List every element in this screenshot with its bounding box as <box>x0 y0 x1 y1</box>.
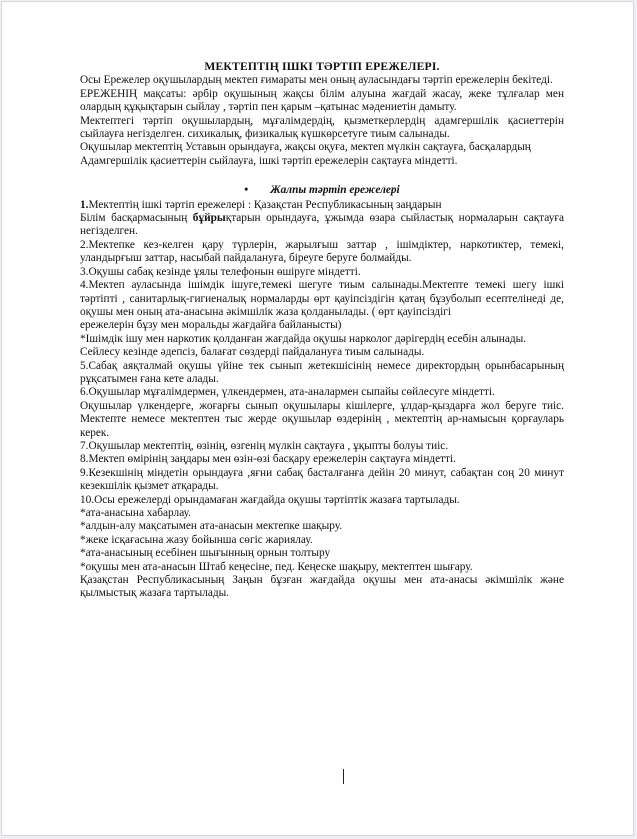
rule-text: қтарын орындауға, ұжымда өзара сыйластық нормаларын сақтауға негізделген. <box>80 212 564 238</box>
bold-word: бұйры <box>192 212 226 225</box>
section-heading <box>80 184 564 197</box>
intro-paragraph: Адамгершілік қасиеттерін сыйлауға, ішкі тәртіп ережелерін сақтауға міндетті. <box>80 154 458 167</box>
rule-item: *оқушы мен ата-анасын Штаб кеңесіне, пед. Кеңеске шақыру, мектептен шығару. <box>80 560 473 573</box>
rule-item: Қазақстан Республикасының Заңын бұзған жағдайда оқушы мен ата-анасы әкімшілік және қылмыстық жазаға тартылады. <box>80 574 564 600</box>
rule-item: Оқушылар үлкендерге, жоғарғы сынып оқушылары кішілерге, ұлдар-қыздарға жол беруге тиіс. Мектепте немесе мектептен тыс жерде оқушылар өздерінің , мектептің ар-намысын қорғауларь керек. <box>80 399 564 439</box>
intro-paragraph: Мектептегі тәртіп оқушылардың, мұғалімдердің, қызметкерлердің адамгершілік қасиеттерін сыйлауға негізделген. сихикалық, физикалық күшкөрсетуге тиым салынады. <box>80 114 564 141</box>
paragraph-spacer <box>80 168 564 184</box>
rule-item: *ата-анасының есебінен шығынның орнын толтыру <box>80 547 331 560</box>
rule-text: Білім басқармасының <box>80 212 193 225</box>
rule-item: 9.Кезекшінің міндетін орындауға ,яғни сабақ басталғанға дейін 20 минут, сабақтан соң 20 минут кезекшілік қызмет атқарады. <box>80 466 564 493</box>
rule-item: 7.Оқушылар мектептің, өзінің, өзгенің мүлкін сақтауға , ұқыпты болуы тиіс. <box>80 439 449 452</box>
rule-item: 6.Оқушылар мұғалімдермен, үлкендермен, ата-аналармен сыпайы сөйлесуге міндетті. <box>80 386 495 399</box>
rule-item <box>80 212 564 239</box>
rule-item: *алдын-алу мақсатымен ата-анасын мектепке шақыру. <box>80 520 343 533</box>
rule-item: *жеке ісқағасына жазу бойынша сөгіс жариялау. <box>80 533 313 546</box>
rule-number: 1. <box>80 198 89 211</box>
bullet-icon: • <box>244 184 249 197</box>
rule-text: Мектептің ішкі тәртіп ережелері : Қазақстан Республикасының заңдарын <box>88 198 442 211</box>
rule-item: Сейлесу кезінде әдепсіз, балағат сөздерді пайдалануға тиым салынады. <box>80 346 425 359</box>
text-cursor[interactable] <box>343 769 344 784</box>
intro-paragraph: Оқушылар мектептің Уставын орындауға, жақсы оқуға, мектеп мүлкін сақтауға, басқалардың <box>80 141 531 154</box>
document-page <box>1 1 634 836</box>
document-body <box>80 60 564 601</box>
section-title: Жалпы тәртіп ережелері <box>270 184 400 197</box>
document-title: МЕКТЕПТІҢ ІШКІ ТӘРТІП ЕРЕЖЕЛЕРІ. <box>204 60 440 73</box>
intro-paragraph: ЕРЕЖЕНІҢ мақсаты: әрбір оқушының жақсы білім алуына жағдай жасау, жеке тұлғалар мен олардың құқықтарын сыйлау , тәртіп пен қарым –қатынас мәдениетін дамыту. <box>80 87 564 114</box>
rule-item: 3.Оқушы сабақ кезінде ұялы телефонын өшіруге міндетті. <box>80 265 361 278</box>
rule-item: 8.Мектеп өмірінің заңдары мен өзін-өзі басқару ережелерін сақтауға міндетті. <box>80 453 456 466</box>
rule-item: 2.Мектепке кез-келген қару түрлерін, жарылғыш заттар , ішімдіктер, наркотиктер, темекі, уландырғыш заттар, насыбай пайдалануға, біреуге беруге болмайды. <box>80 238 564 265</box>
rule-item <box>80 199 564 212</box>
rule-item: *Ішімдік ішу мен наркотик қолданған жағдайда оқушы нарколог дәрігердің есебін алынады. <box>80 332 527 345</box>
rule-item: 4.Мектеп ауласында ішімдік ішуге,темекі шегуге тиым салынады.Мектепте темекі шегу ішкі тәртіпті , санитарлық-гигиеналық нормаларды өрт қауіпсіздігін қатаң бұзуболып есептелінеді де, оқушы мен оның ата-анасына әкімшілік жаза қолданылады. ( өрт қауіпсіздігі <box>80 279 564 318</box>
rule-item: ережелерін бұзу мен моральды жағдайға байланысты) <box>80 319 342 332</box>
rule-item: 5.Сабақ аяқталмай оқушы үйіне тек сынып жетекшісінің немесе директордың орынбасарының рұқсатымен ғана кете алады. <box>80 359 564 385</box>
rule-item: *ата-анасына хабарлау. <box>80 507 191 519</box>
intro-paragraph: Осы Ережелер оқушылардың мектеп ғимараты мен оның ауласындағы тәртіп ережелерін бекітеді. <box>80 74 553 87</box>
rule-item: 10.Осы ережелерді орындамаған жағдайда оқушы тәртіптік жазаға тартылады. <box>80 493 460 506</box>
